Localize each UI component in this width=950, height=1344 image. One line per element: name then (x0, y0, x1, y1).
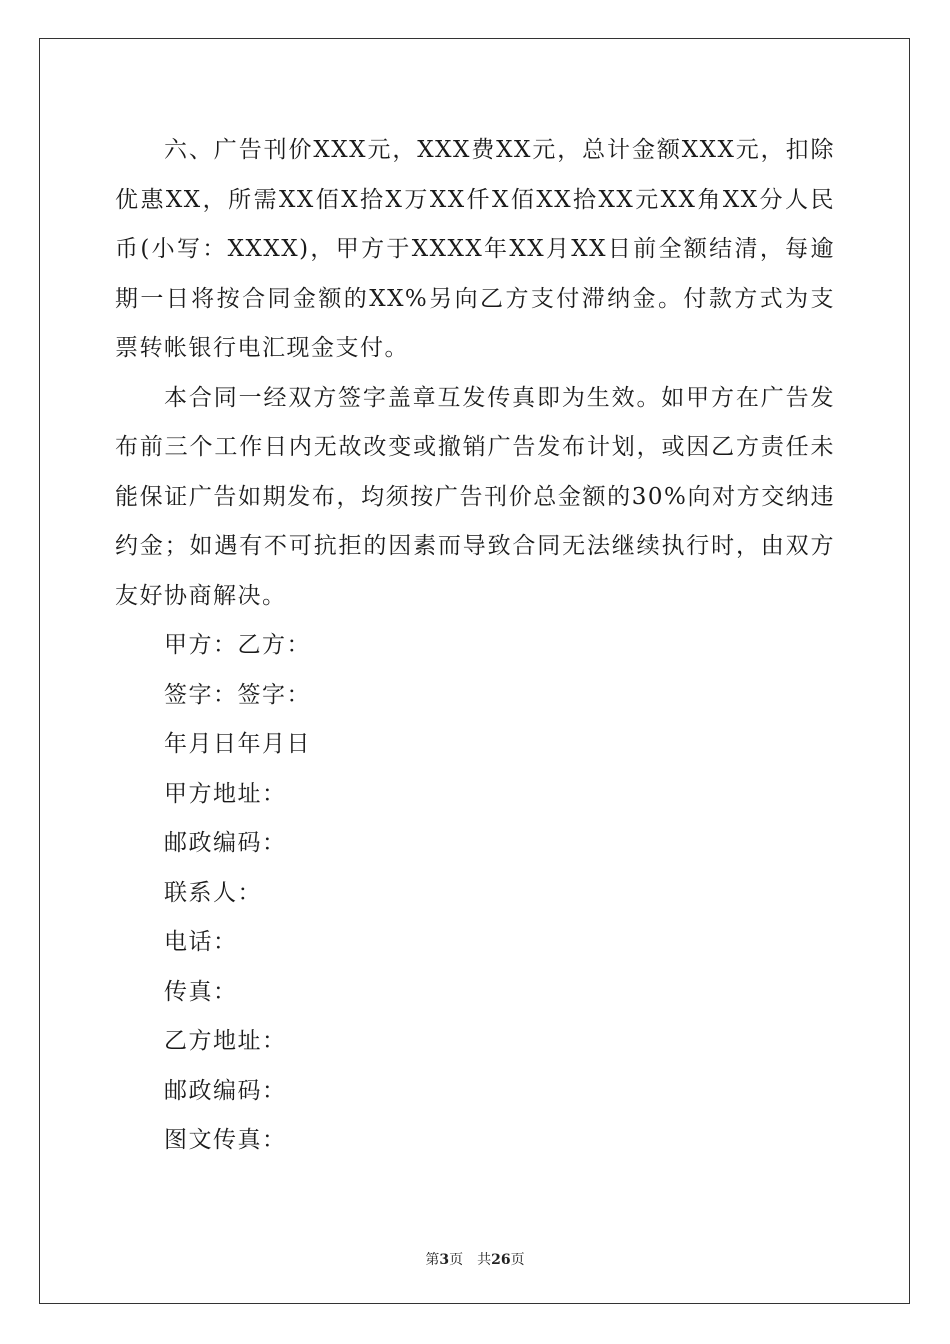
field-party-b-address: 乙方地址： (164, 1028, 287, 1054)
field-signatures: 签字：签字： (164, 681, 311, 708)
current-page-number: 3 (439, 1252, 450, 1268)
document-body (115, 126, 835, 1166)
field-image-fax: 图文传真： (164, 1127, 287, 1153)
page-prefix: 第 (425, 1252, 440, 1268)
field-phone: 电话： (164, 929, 238, 955)
total-suffix: 页 (510, 1252, 525, 1268)
field-dates: 年月日年月日 (164, 731, 311, 757)
page-footer (0, 1249, 950, 1269)
total-prefix: 共 (477, 1252, 492, 1268)
field-contact-person: 联系人： (164, 879, 262, 906)
field-parties: 甲方：乙方： (164, 632, 311, 658)
total-page-count: 26 (491, 1252, 511, 1268)
field-party-a-address: 甲方地址： (164, 780, 287, 807)
page-suffix: 页 (449, 1252, 464, 1268)
field-fax: 传真： (164, 978, 238, 1005)
field-postal-code-b: 邮政编码： (164, 1077, 287, 1104)
field-postal-code-a: 邮政编码： (164, 830, 287, 856)
paragraph-payment-terms: 六、广告刊价XXX元，XXX费XX元，总计金额XXX元，扣除优惠XX，所需XX佰X拾X万XX仟X佰XX拾XX元XX角XX分人民币(小写：XXXX)，甲方于XXXX年XX月XX日前全额结清，每逾期一日将按合同金额的XX%另向乙方支付滞纳金。付款方式为支票转帐银行电汇现金支付。 (115, 137, 835, 361)
paragraph-effectiveness: 本合同一经双方签字盖章互发传真即为生效。如甲方在广告发布前三个工作日内无故改变或撤销广告发布计划，或因乙方责任未能保证广告如期发布，均须按广告刊价总金额的30%向对方交纳违约金；如遇有不可抗拒的因素而导致合同无法继续执行时，由双方友好协商解决。 (115, 384, 835, 609)
